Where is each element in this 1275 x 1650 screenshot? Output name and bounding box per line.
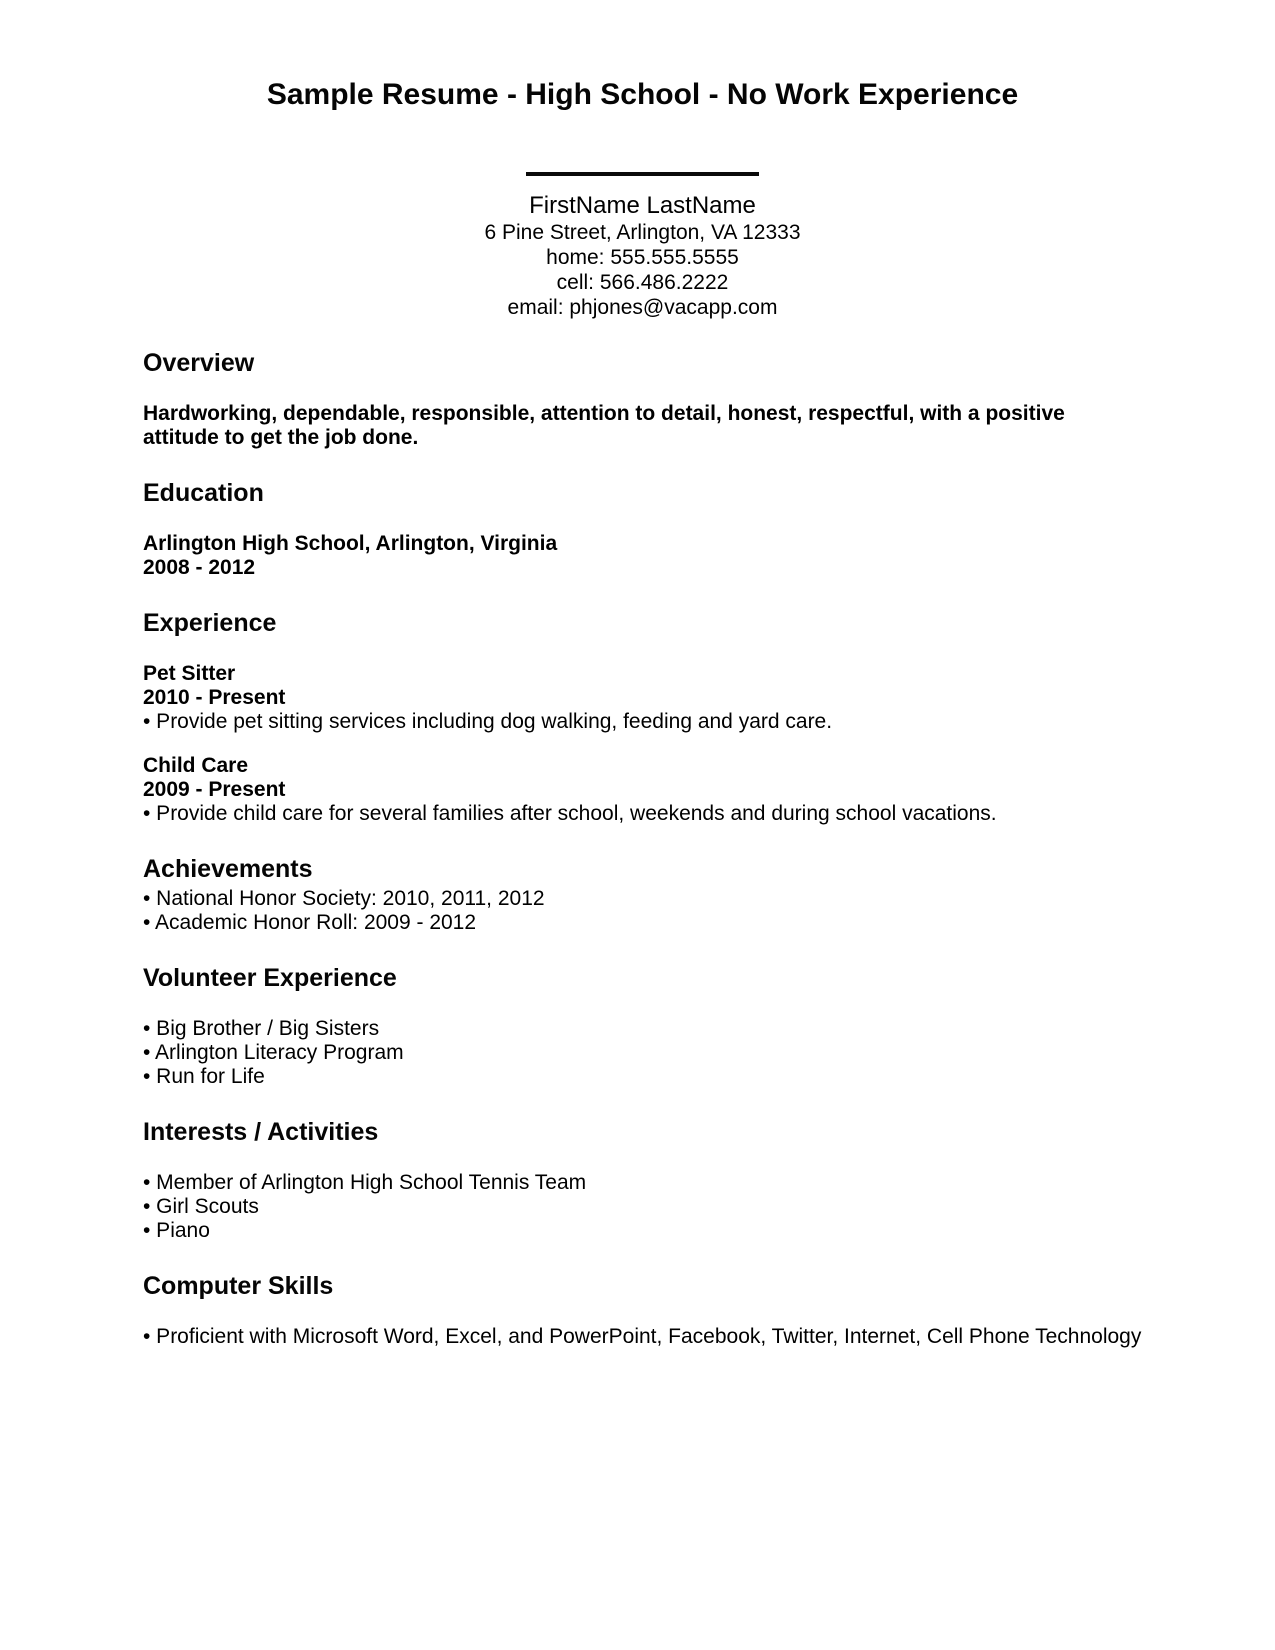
interests-heading: Interests / Activities: [143, 1118, 379, 1146]
section-education: [143, 478, 1142, 580]
education-school: Arlington High School, Arlington, Virginia: [143, 532, 558, 555]
interest-item: • Piano: [143, 1219, 210, 1242]
contact-cell-phone: cell: 566.486.2222: [556, 271, 729, 294]
section-computer-skills: [143, 1271, 1142, 1349]
overview-body: Hardworking, dependable, responsible, attention to detail, honest, respectful, with a positive attitude to get the job done.: [143, 402, 1065, 449]
interest-item: • Girl Scouts: [143, 1195, 259, 1218]
volunteer-item: • Big Brother / Big Sisters: [143, 1017, 380, 1040]
experience-job: [143, 662, 1142, 734]
section-interests: [143, 1117, 1142, 1243]
computer-skills-item: • Proficient with Microsoft Word, Excel, and PowerPoint, Facebook, Twitter, Internet, Cell Phone Technology: [143, 1325, 1142, 1348]
interest-item: • Member of Arlington High School Tennis Team: [143, 1171, 587, 1194]
education-heading: Education: [143, 479, 264, 507]
contact-block: [143, 191, 1142, 320]
achievement-item: • National Honor Society: 2010, 2011, 2012: [143, 887, 545, 910]
page-title: Sample Resume - High School - No Work Experience: [266, 78, 1019, 111]
achievements-heading: Achievements: [143, 855, 313, 883]
contact-address: 6 Pine Street, Arlington, VA 12333: [484, 221, 801, 244]
job-bullet: • Provide pet sitting services including dog walking, feeding and yard care.: [143, 710, 833, 733]
job-dates: 2010 - Present: [143, 686, 286, 709]
volunteer-item: • Run for Life: [143, 1065, 265, 1088]
achievement-item: • Academic Honor Roll: 2009 - 2012: [143, 911, 477, 934]
contact-name: FirstName LastName: [529, 192, 756, 219]
job-title: Child Care: [143, 754, 249, 777]
experience-job: [143, 754, 1142, 826]
computer-skills-heading: Computer Skills: [143, 1272, 334, 1300]
contact-home-phone: home: 555.555.5555: [546, 246, 739, 269]
job-dates: 2009 - Present: [143, 778, 286, 801]
contact-email: email: phjones@vacapp.com: [507, 296, 778, 319]
section-volunteer: [143, 963, 1142, 1089]
education-years: 2008 - 2012: [143, 556, 256, 579]
section-experience: [143, 608, 1142, 826]
volunteer-heading: Volunteer Experience: [143, 964, 397, 992]
volunteer-item: • Arlington Literacy Program: [143, 1041, 404, 1064]
divider-line: [526, 172, 759, 176]
job-title: Pet Sitter: [143, 662, 236, 685]
overview-heading: Overview: [143, 349, 255, 377]
section-achievements: [143, 854, 1142, 935]
job-bullet: • Provide child care for several families after school, weekends and during school vacations.: [143, 802, 997, 825]
section-overview: [143, 348, 1142, 450]
experience-heading: Experience: [143, 609, 277, 637]
